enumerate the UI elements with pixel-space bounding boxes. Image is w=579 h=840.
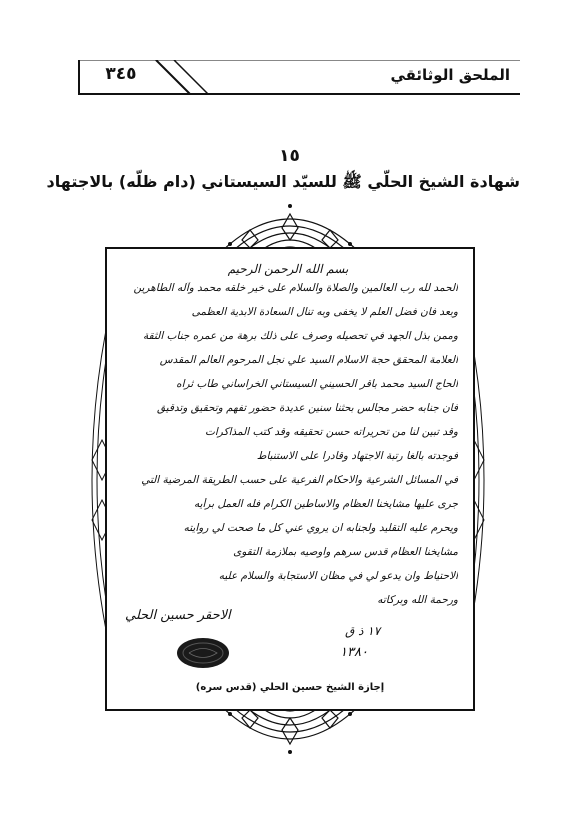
page-header: [78, 60, 520, 96]
manuscript-letter: [118, 262, 458, 664]
date-year: ١٣٨٠: [340, 645, 368, 660]
document-number: ١٥: [279, 146, 300, 166]
letter-line: ورحمة الله وبركاته: [377, 594, 458, 606]
document-title: شهادة الشيخ الحلّي ﷺ للسيّد السيستاني (دام ظلّه) بالاجتهاد: [46, 172, 520, 191]
signature: الاحقر حسين الحلي: [125, 608, 231, 623]
page-number: ٣٤٥: [105, 64, 137, 84]
running-title: الملحق الوثائقي: [390, 66, 510, 84]
letter-opening: بسم الله الرحمن الرحيم: [227, 262, 349, 276]
letter-line: العلامة المحقق حجة الاسلام السيد علي نجل المرحوم العالم المقدس: [159, 354, 458, 366]
manuscript-caption: إجازة الشيخ حسين الحلي (قدس سره): [195, 682, 385, 693]
letter-line: جرى عليها مشايخنا العظام والاساطين الكرام فله العمل برأيه: [193, 498, 458, 510]
seal-stamp: [175, 636, 231, 670]
letter-line: مشايخنا العظام قدس سرهم واوصيه بملازمة التقوى: [233, 546, 458, 558]
date: ١٧ ذ ق: [345, 624, 381, 638]
left-side-ornament: [76, 330, 106, 630]
letter-line: وقد تبين لنا من تحريراته حسن تحقيقه وقد كتب المذاكرات: [204, 426, 458, 438]
letter-line: في المسائل الشرعية والاحكام الفرعية على حسب الطريقة المرضية التي: [141, 474, 458, 486]
letter-line: فوجدته بالغا رتبة الاجتهاد وقادرا على الاستنباط: [256, 450, 458, 462]
letter-line: وبعد فان فضل العلم لا يخفى وبه تنال السعادة الابدية العظمى: [191, 306, 458, 318]
letter-line: وممن بذل الجهد في تحصيله وصرف على ذلك برهة من عمره جناب الثقة: [143, 330, 458, 342]
letter-line: الحمد لله رب العالمين والصلاة والسلام على خير خلقه محمد وآله الطاهرين: [133, 282, 458, 294]
letter-line: الاحتياط وان يدعو لي في مظان الاستجابة والسلام عليه: [218, 570, 458, 582]
letter-line: فان جنابه حضر مجالس بحثنا سنين عديدة حضور تفهم وتحقيق وتدقيق: [157, 402, 458, 414]
letter-line: ويحرم عليه التقليد ولجنابه ان يروي عني كل ما صحت لي روايته: [183, 522, 458, 534]
letter-line: الحاج السيد محمد باقر الحسيني السيستاني الخراساني طاب ثراه: [176, 378, 458, 390]
